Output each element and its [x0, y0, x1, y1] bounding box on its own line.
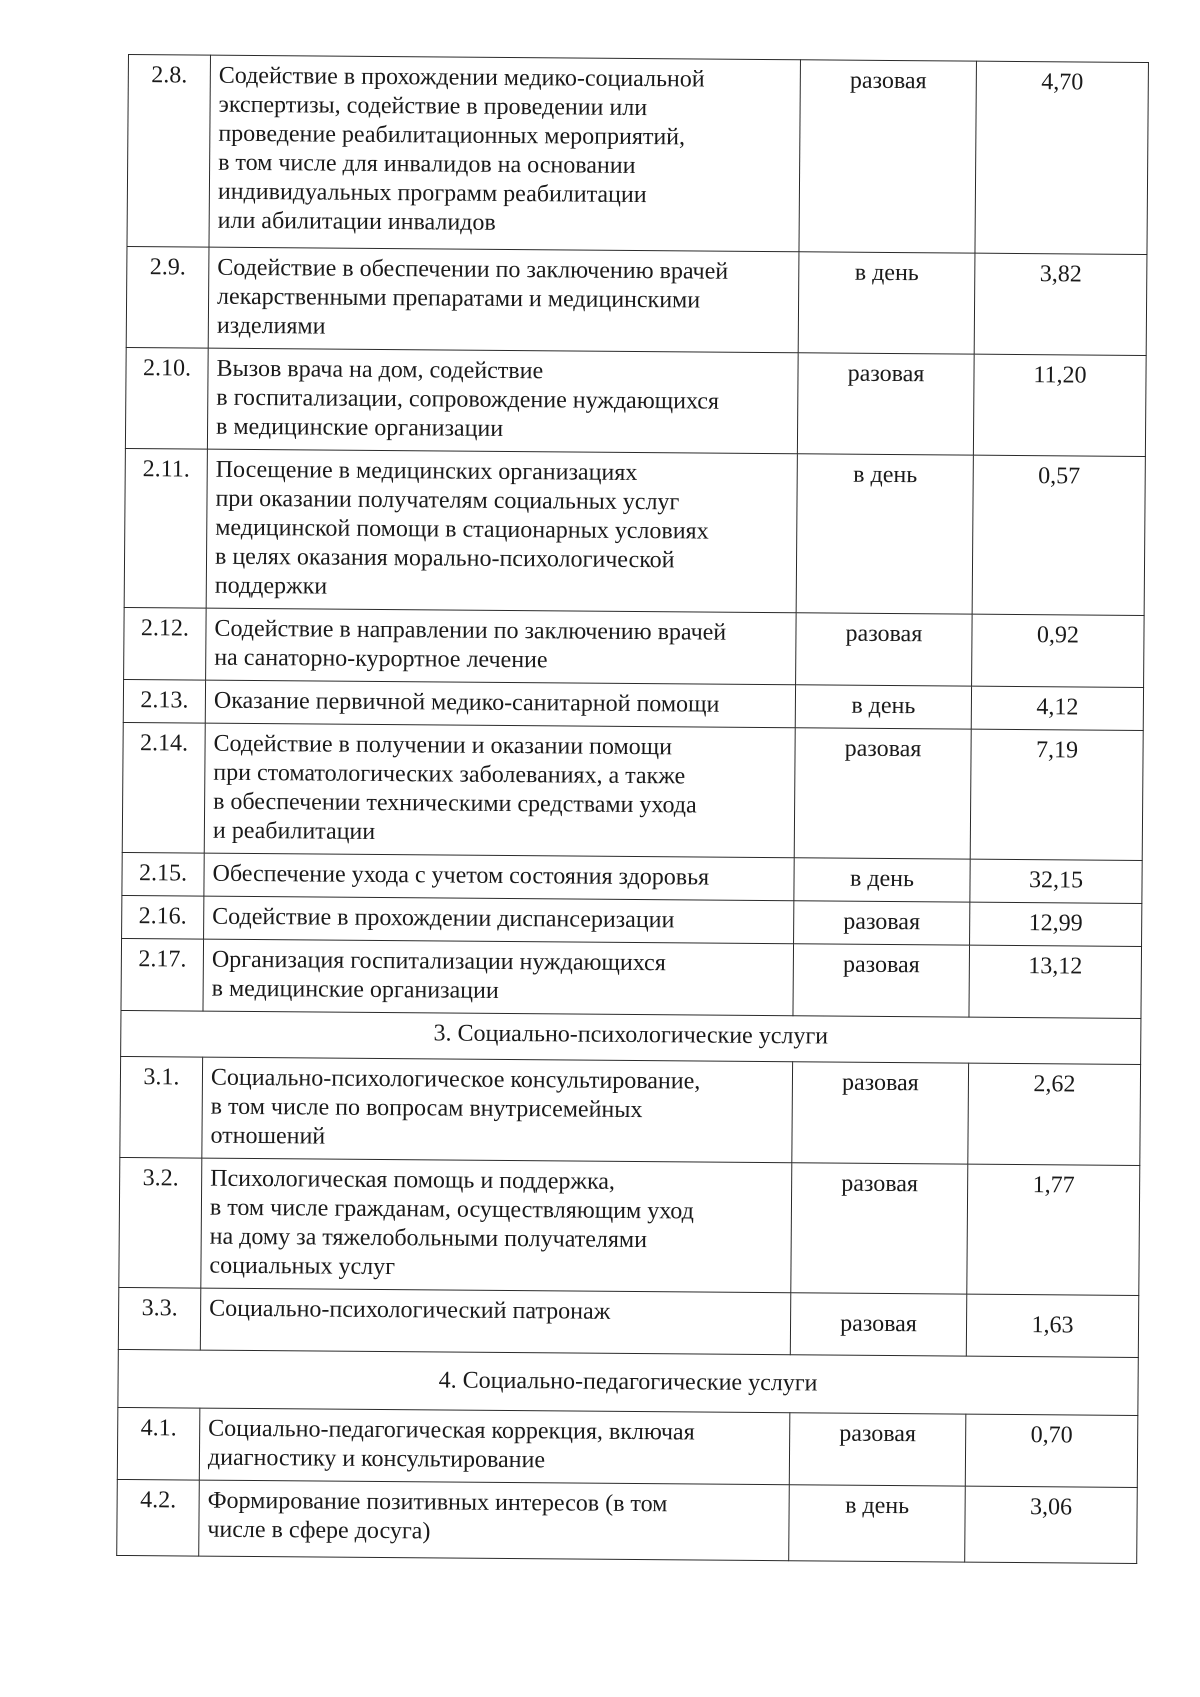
table-row: [120, 1056, 1141, 1165]
service-description: Психологическая помощь и поддержка, в том числе гражданам, осуществляющим уход на дому за тяжелобольными получателями социальных услуг: [201, 1158, 792, 1293]
service-period: в день: [789, 1485, 966, 1562]
row-number: 3.1.: [120, 1056, 203, 1158]
service-description: Содействие в прохождении диспансеризации: [204, 896, 794, 944]
table-row: [126, 246, 1147, 355]
table-body: [117, 55, 1149, 1564]
service-price: 4,12: [971, 686, 1143, 730]
service-period: разовая: [796, 613, 973, 686]
table-row: [122, 722, 1143, 860]
section-header-row: [118, 1349, 1138, 1415]
row-number: 2.16.: [122, 895, 204, 939]
services-price-table: [116, 54, 1149, 1564]
row-number: 3.2.: [119, 1157, 202, 1288]
service-price: 11,20: [973, 354, 1146, 456]
row-number: 4.1.: [117, 1407, 200, 1480]
table-row: [127, 55, 1148, 255]
service-description: Оказание первичной медико-санитарной помощи: [205, 680, 795, 728]
service-price: 12,99: [970, 902, 1142, 946]
service-price: 32,15: [970, 859, 1142, 903]
service-price: 1,77: [967, 1164, 1140, 1295]
section-header-row: [121, 1010, 1141, 1064]
service-description: Социально-психологическое консультирование, в том числе по вопросам внутрисемейных отношений: [202, 1057, 793, 1163]
table-row: [117, 1407, 1138, 1487]
service-description: Обеспечение ухода с учетом состояния здоровья: [204, 853, 794, 901]
table-row: [119, 1157, 1140, 1295]
table-row: [121, 938, 1142, 1018]
row-number: 2.8.: [127, 55, 211, 248]
service-price: 7,19: [970, 729, 1143, 860]
service-description: Содействие в обеспечении по заключению врачей лекарственными препаратами и медицинскими изделиями: [208, 247, 799, 353]
service-period: разовая: [792, 1062, 969, 1164]
service-period: в день: [798, 252, 975, 354]
service-price: 1,63: [966, 1294, 1138, 1357]
section-title: 3. Социально-психологические услуги: [121, 1010, 1141, 1064]
service-description: Вызов врача на дом, содействие в госпитализации, сопровождение нуждающихся в медицинские организации: [207, 348, 798, 454]
service-description: Содействие в направлении по заключению врачей на санаторно-курортное лечение: [206, 608, 797, 685]
service-description: Организация госпитализации нуждающихся в медицинские организации: [203, 939, 794, 1016]
row-number: 2.14.: [122, 722, 205, 853]
service-price: 4,70: [975, 61, 1149, 254]
service-period: разовая: [794, 728, 971, 859]
row-number: 2.12.: [124, 607, 207, 680]
service-description: Посещение в медицинских организациях при оказании получателям социальных услуг медицинской помощи в стационарных условиях в целях оказания морально-психологической поддержки: [206, 449, 797, 613]
table-row: [124, 448, 1145, 615]
service-price: 13,12: [969, 945, 1142, 1018]
service-period: разовая: [791, 1163, 968, 1294]
service-description: Социально-психологический патронаж: [200, 1288, 790, 1355]
service-description: Содействие в прохождении медико-социальной экспертизы, содействие в проведении или проведение реабилитационных мероприятий, в том числе для инвалидов на основании индивидуальных программ реабилитации или абилитации инвалидов: [209, 55, 800, 252]
row-number: 2.11.: [124, 448, 207, 608]
service-period: в день: [796, 454, 973, 614]
service-price: 0,70: [965, 1414, 1138, 1487]
row-number: 2.15.: [122, 852, 204, 896]
row-number: 2.13.: [123, 679, 205, 723]
service-period: разовая: [789, 1413, 966, 1486]
service-price: 3,06: [965, 1486, 1138, 1563]
service-period: разовая: [797, 353, 974, 455]
service-period: разовая: [793, 944, 970, 1017]
service-price: 0,57: [972, 455, 1145, 615]
service-period: разовая: [790, 1293, 966, 1356]
service-period: в день: [794, 858, 970, 902]
service-period: разовая: [799, 60, 977, 253]
service-description: Содействие в получении и оказании помощи при стоматологических заболеваниях, а также в обеспечении техническими средствами ухода и реабилитации: [204, 723, 795, 858]
row-number: 2.9.: [126, 246, 209, 348]
service-price: 3,82: [974, 253, 1147, 355]
service-price: 2,62: [968, 1063, 1141, 1165]
service-price: 0,92: [972, 614, 1145, 687]
service-period: в день: [795, 685, 971, 729]
section-title: 4. Социально-педагогические услуги: [118, 1349, 1138, 1415]
row-number: 3.3.: [118, 1287, 200, 1350]
row-number: 2.17.: [121, 938, 204, 1011]
service-period: разовая: [794, 901, 970, 945]
service-description: Социально-педагогическая коррекция, включая диагностику и консультирование: [199, 1408, 790, 1485]
row-number: 4.2.: [117, 1479, 200, 1556]
table-row: [125, 347, 1146, 456]
service-description: Формирование позитивных интересов (в том числе в сфере досуга): [199, 1480, 790, 1561]
table-row: [118, 1287, 1138, 1357]
table-row: [117, 1479, 1138, 1563]
table-row: [124, 607, 1145, 687]
row-number: 2.10.: [125, 347, 208, 449]
